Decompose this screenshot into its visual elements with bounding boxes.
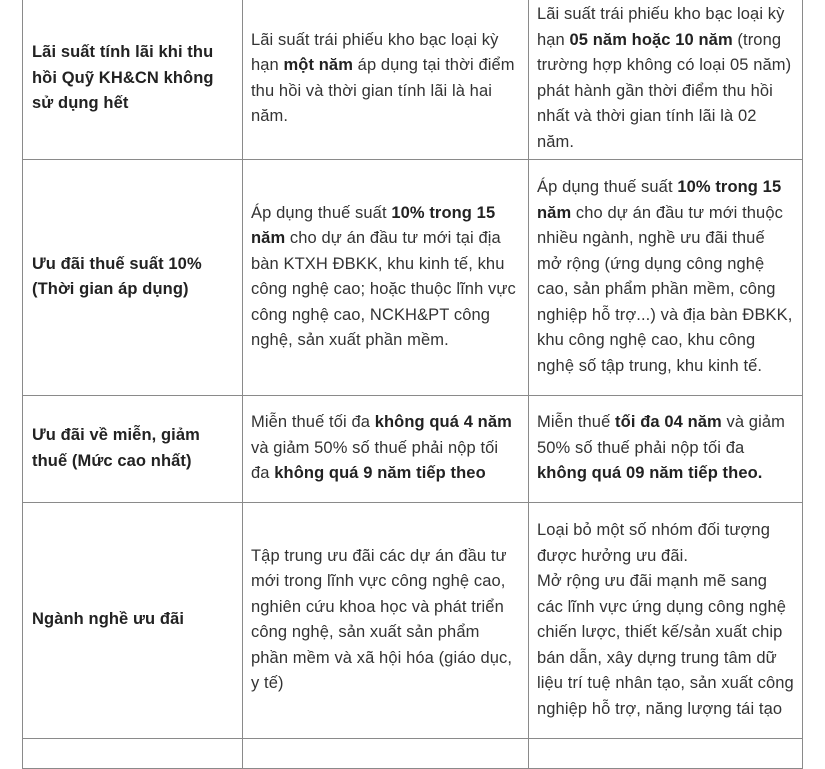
table-row xyxy=(23,396,803,503)
bold-text: không quá 4 năm xyxy=(374,413,512,432)
new-regulation-cell: Lãi suất trái phiếu kho bạc loại kỳ hạn 05 năm hoặc 10 năm (trong trường hợp không có loại 05 năm) phát hành gần thời điểm thu hồi nhất và thời gian tính lãi là 02 năm. xyxy=(529,0,803,160)
old-regulation-cell: Áp dụng thuế suất 10% trong 15 năm cho dự án đầu tư mới tại địa bàn KTXH ĐBKK, khu kinh tế, khu công nghệ cao; hoặc thuộc lĩnh vực công nghệ cao, NCKH&PT công nghệ, sản xuất phần mềm. xyxy=(243,160,529,396)
row-label: Ưu đãi thuế suất 10% (Thời gian áp dụng) xyxy=(23,160,243,396)
bold-text: 05 năm hoặc 10 năm xyxy=(569,30,733,49)
row-label: Ưu đãi về miễn, giảm thuế (Mức cao nhất) xyxy=(23,396,243,503)
bold-text: 10% trong 15 năm xyxy=(537,178,782,222)
table-row-partial-bottom xyxy=(23,739,803,769)
bold-text: một năm xyxy=(283,56,353,74)
old-regulation-cell: Miễn thuế tối đa không quá 4 năm và giảm 50% số thuế phải nộp tối đa không quá 9 năm tiếp theo xyxy=(243,396,529,503)
old-regulation-cell: Lãi suất trái phiếu kho bạc loại kỳ hạn một năm áp dụng tại thời điểm thu hồi và thời gian tính lãi là hai năm. xyxy=(243,0,529,160)
old-regulation-cell: Tập trung ưu đãi các dự án đầu tư mới trong lĩnh vực công nghệ cao, nghiên cứu khoa học và phát triển công nghệ, sản xuất sản phẩm phần mềm và xã hội hóa (giáo dục, y tế) xyxy=(243,503,529,739)
new-regulation-cell: Áp dụng thuế suất 10% trong 15 năm cho dự án đầu tư mới thuộc nhiều ngành, nghề ưu đãi thuế mở rộng (ứng dụng công nghệ cao, sản phẩm phần mềm, công nghiệp hỗ trợ...) và địa bàn ĐBKK, khu công nghệ cao, khu công nghệ số tập trung, khu kinh tế. xyxy=(529,160,803,396)
row-label: Ngành nghề ưu đãi xyxy=(23,503,243,739)
comparison-table-wrapper xyxy=(22,0,803,769)
table-cell xyxy=(243,739,529,769)
bold-text: không quá 09 năm tiếp theo. xyxy=(537,464,763,483)
comparison-table xyxy=(22,0,803,769)
new-regulation-cell: Miễn thuế tối đa 04 năm và giảm 50% số thuế phải nộp tối đa không quá 09 năm tiếp theo. xyxy=(529,396,803,503)
bold-text: 10% trong 15 năm xyxy=(251,203,496,247)
new-regulation-cell: Loại bỏ một số nhóm đối tượng được hưởng ưu đãi. Mở rộng ưu đãi mạnh mẽ sang các lĩnh vực ứng dụng công nghệ chiến lược, thiết kế/sản xuất chip bán dẫn, xây dựng trung tâm dữ liệu trí tuệ nhân tạo, sản xuất công nghiệp hỗ trợ, năng lượng tái tạo xyxy=(529,503,803,739)
row-label: Lãi suất tính lãi khi thu hồi Quỹ KH&CN không sử dụng hết xyxy=(23,0,243,160)
table-row xyxy=(23,503,803,739)
table-row xyxy=(23,0,803,160)
table-row xyxy=(23,160,803,396)
table-cell xyxy=(23,739,243,769)
table-cell xyxy=(529,739,803,769)
bold-text: không quá 9 năm tiếp theo xyxy=(274,464,486,483)
bold-text: tối đa 04 năm xyxy=(615,413,722,432)
